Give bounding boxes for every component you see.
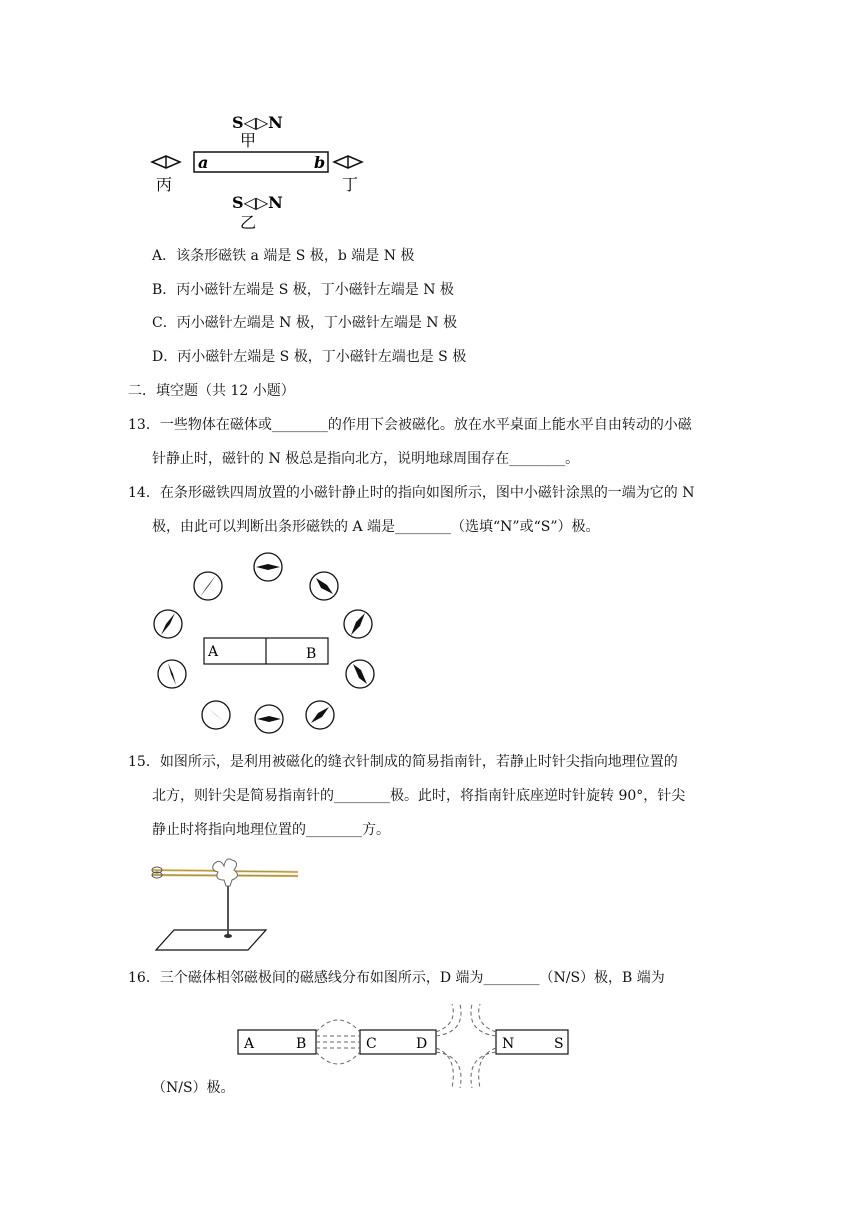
q14-line2: 极，由此可以判断出条形磁铁的 A 端是________（选填“N”或“S”）极。 bbox=[152, 519, 600, 535]
compass-pivot-foot bbox=[224, 934, 232, 938]
option-a: A．该条形磁铁 a 端是 S 极，b 端是 N 极 bbox=[152, 248, 415, 264]
compass-needle bbox=[311, 707, 329, 723]
bar-magnet bbox=[194, 152, 328, 172]
compass-jia-name: 甲 bbox=[240, 131, 257, 150]
q13-line2: 针静止时，磁针的 N 极总是指向北方，说明地球周围存在________。 bbox=[152, 451, 580, 467]
field-line bbox=[479, 1004, 496, 1032]
q15-line2: 北方，则针尖是简易指南针的________极。此时，将指南针底座逆时针旋转 90°，针尖 bbox=[152, 788, 686, 804]
figure-simple-compass bbox=[148, 852, 308, 952]
compass-needle bbox=[256, 564, 280, 570]
option-d: D．丙小磁针左端是 S 极，丁小磁针左端也是 S 极 bbox=[152, 349, 467, 365]
compass-yi-label: S◁▷N bbox=[232, 193, 283, 212]
compass-needle bbox=[161, 613, 175, 635]
label-c: C bbox=[366, 1036, 377, 1052]
label-n: N bbox=[502, 1036, 515, 1052]
magnet-end-b-label: B bbox=[306, 646, 317, 662]
option-c: C．丙小磁针左端是 N 极，丁小磁针左端是 N 极 bbox=[152, 315, 458, 331]
field-line bbox=[316, 1052, 360, 1064]
figure-magnet-compass-ring bbox=[148, 552, 388, 738]
q13-line1: 13．一些物体在磁体或________的作用下会被磁化。放在水平桌面上能水平自由转动的小磁 bbox=[128, 417, 692, 433]
compass-needle bbox=[351, 613, 365, 635]
label-s: S bbox=[554, 1036, 564, 1052]
field-line bbox=[316, 1020, 360, 1032]
q16-line2: （N/S）极。 bbox=[152, 1080, 235, 1096]
figure-bar-magnet-compasses bbox=[148, 110, 378, 235]
figure-three-magnets-field-lines bbox=[234, 1002, 574, 1092]
compass-needle bbox=[353, 664, 367, 684]
compass-base bbox=[156, 930, 266, 950]
magnet-end-a: a bbox=[198, 153, 209, 172]
paper-holder bbox=[213, 859, 238, 886]
magnet-end-b: b bbox=[314, 153, 326, 172]
option-b: B．丙小磁针左端是 S 极，丁小磁针左端是 N 极 bbox=[152, 282, 454, 298]
q15-line3: 静止时将指向地理位置的________方。 bbox=[152, 822, 390, 838]
q14-line1: 14．在条形磁铁四周放置的小磁针静止时的指向如图所示，图中小磁针涂黑的一端为它的 N bbox=[128, 485, 695, 501]
compass-ding-name: 丁 bbox=[342, 175, 359, 194]
compass-bing-name: 丙 bbox=[156, 175, 173, 194]
field-line bbox=[471, 1004, 496, 1036]
label-d: D bbox=[416, 1036, 428, 1052]
compass-needle bbox=[200, 575, 216, 597]
compass-needle bbox=[168, 663, 176, 685]
compass-needle bbox=[316, 578, 333, 594]
compass-needle bbox=[207, 707, 225, 723]
compass-needle bbox=[257, 716, 281, 722]
compass-ding-needle bbox=[334, 156, 362, 168]
field-line bbox=[436, 1004, 453, 1032]
section-title: 二．填空题（共 12 小题） bbox=[128, 383, 295, 399]
field-line bbox=[436, 1004, 461, 1036]
label-b: B bbox=[296, 1036, 307, 1052]
q15-line1: 15．如图所示，是利用被磁化的缝衣针制成的简易指南针，若静止时针尖指向地理位置的 bbox=[128, 754, 678, 770]
compass-yi-name: 乙 bbox=[240, 213, 257, 232]
compass-bing-needle bbox=[152, 156, 180, 168]
magnet-end-a-label: A bbox=[208, 644, 219, 660]
compass-jia-label: S◁▷N bbox=[232, 113, 283, 132]
q16-line1: 16．三个磁体相邻磁极间的磁感线分布如图所示，D 端为________（N/S）极，B 端为 bbox=[128, 970, 665, 986]
label-a: A bbox=[244, 1036, 255, 1052]
